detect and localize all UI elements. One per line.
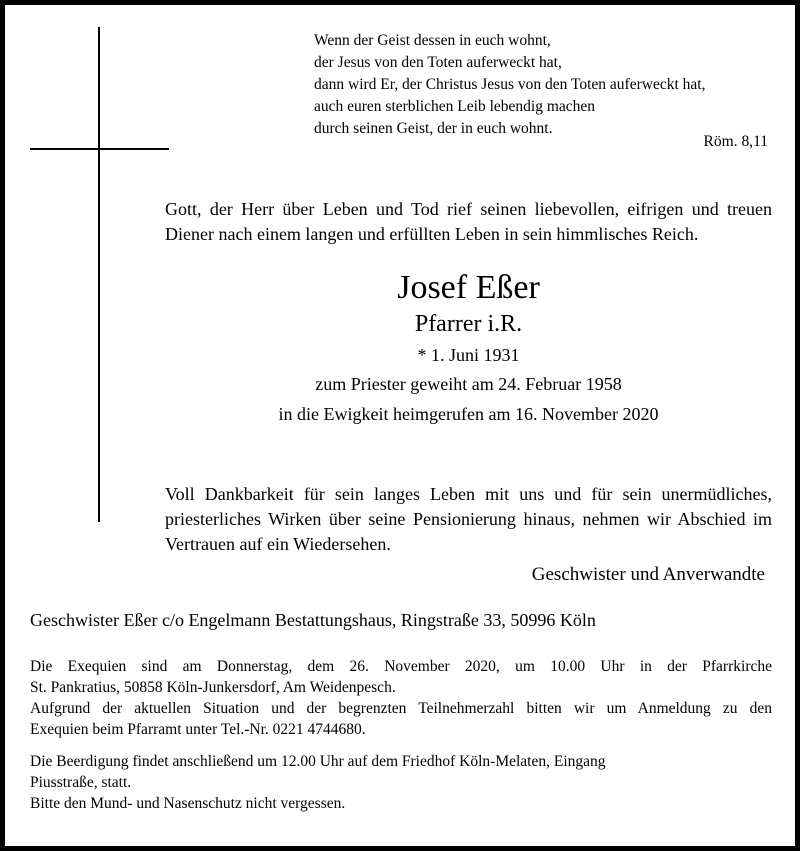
notice-line: Die Exequien sind am Donnerstag, dem 26. November 2020, um 10.00 Uhr in der Pfarrkirche [30,658,772,675]
notice-line: Aufgrund der aktuellen Situation und der begrenzten Teilnehmerzahl bitten wir um Anmeldung zu den [30,700,772,717]
verse-line: Wenn der Geist dessen in euch wohnt, [314,32,551,49]
cross-horizontal-bar [30,148,169,150]
cross-vertical-bar [98,27,100,522]
ordination-date: zum Priester geweiht am 24. Februar 1958 [315,374,622,394]
deceased-title: Pfarrer i.R. [414,311,523,337]
funeral-mass-notice [30,656,772,740]
burial-notice [30,751,772,814]
verse-line: auch euren sterblichen Leib lebendig machen [314,98,596,115]
deceased-name: Josef Eßer [397,269,540,306]
death-date: in die Ewigkeit heimgerufen am 16. November 2020 [278,404,659,424]
verse-reference: Röm. 8,11 [703,133,768,150]
notice-line: Piusstraße, statt. [30,774,132,791]
verse-line: dann wird Er, der Christus Jesus von den Toten auferweckt hat, [314,76,706,93]
notice-line: Exequien beim Pfarramt unter Tel.-Nr. 0221 4744680. [30,721,366,738]
verse-line: der Jesus von den Toten auferweckt hat, [314,54,562,71]
notice-line: Die Beerdigung findet anschließend um 12.00 Uhr auf dem Friedhof Köln-Melaten, Eingang [30,753,606,770]
notice-line: St. Pankratius, 50858 Köln-Junkersdorf, Am Weidenpesch. [30,679,396,696]
verse-line: durch seinen Geist, der in euch wohnt. [314,120,553,137]
contact-address: Geschwister Eßer c/o Engelmann Bestattungshaus, Ringstraße 33, 50996 Köln [30,610,596,630]
signature: Geschwister und Anverwandte [531,564,765,585]
bible-verse [314,30,774,140]
thanks-text: Voll Dankbarkeit für sein langes Leben mit uns und für sein unermüdliches, priesterliches Wirken über seine Pensionierung hinaus, nehmen wir Abschied im Vertrauen auf ein Wiedersehen. [165,484,772,554]
intro-text: Gott, der Herr über Leben und Tod rief seinen liebevollen, eifrigen und treuen Diener nach einem langen und erfüllten Leben in sein himmlisches Reich. [165,199,772,244]
notice-line: Bitte den Mund- und Nasenschutz nicht vergessen. [30,795,346,812]
birth-date: * 1. Juni 1931 [417,345,520,365]
